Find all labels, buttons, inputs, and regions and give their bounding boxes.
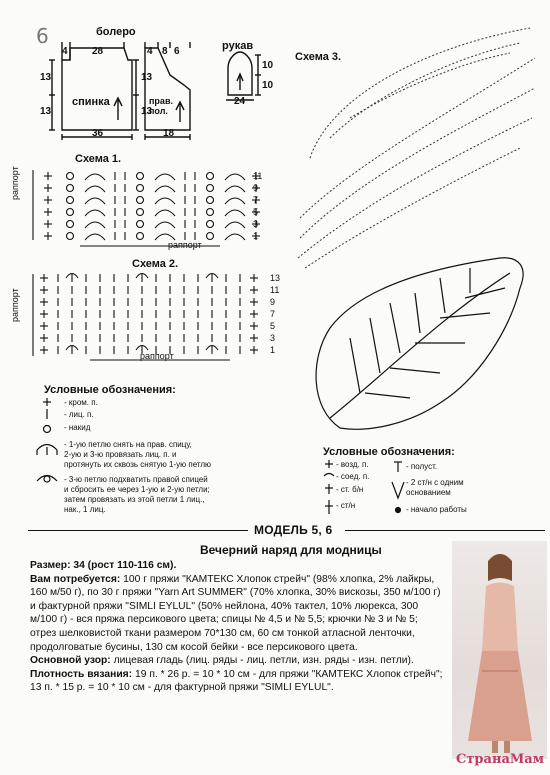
sleeve-dim-top: 10 [262,60,274,71]
sleeve-dim-bottom: 24 [234,96,246,107]
scheme1-row-9: 9 [253,183,259,193]
upper-leaf-spine [310,28,530,158]
front-piece-label: прав. пол. [149,96,173,116]
scheme1-row-11: 11 [253,171,263,181]
lower-leaf-spine [330,273,510,418]
density-paragraph [30,668,446,682]
yarn-over-symbol [44,426,51,433]
back-piece-outline [62,48,132,130]
materials-paragraph [30,573,446,655]
bolero-dim-back-lower-height: 13 [40,106,52,117]
sleeve-title: рукав [222,40,254,52]
bolero-dim-left-margin: 4 [62,46,68,57]
model-body [30,559,446,695]
legend-left-item-5: - 3-ю петлю подхватить правой спицей и сбросить ее через 1-ую и 2-ую петли; затем провязать из этой петли 1 лиц., нак., 1 лиц. [64,475,210,514]
bolero-dim-front-top-a: 4 [147,46,153,57]
legend-right-item-4: - ст/н [336,501,356,510]
materials-text: 100 г пряжи "КАМТЕКС Хлопок стрейч" (98% хлопка, 2% лайкры, 160 м/50 г), по 30 г пряжи "Yarn Art SUMMER" (70% хлопка, 30% вискозы, 350 м/100 г) и фактурной пряжи "SIMLI EYLUL" (50% нейлона, 40% тактел, 10% люрекса, 300 м/100 г) - вся пряжа персикового цвета; спицы № 4,5 и № 5,5; крючки № 3 и № 5; отрез шелковистой ткани размером 70*130 см, 60 см тонкой атласной ленточки, продолговатые бусины, 130 см косой бейки - все персикового цвета. [30,573,441,653]
legend-left-item-1: - кром. п. [64,398,98,407]
bolero-dim-back-left-height: 13 [40,72,52,83]
scheme1-row-5: 5 [253,207,259,217]
scheme2-row-9: 9 [270,297,276,307]
pattern-text: лицевая гладь (лиц. ряды - лиц. петли, изн. ряды - изн. петли). [113,655,414,667]
legend-right-item-5: - полуст. [406,462,438,471]
materials-label: Вам потребуется: [30,573,121,585]
bolero-dim-front-lower-height: 13 [141,106,153,117]
scheme2-row-11: 11 [270,285,280,295]
scheme2-title: Схема 2. [132,258,179,270]
two-dc-one-base-symbol [392,482,404,498]
size-line: Размер: 34 (рост 110-116 см). [30,560,177,571]
legend-right-item-7: - начало работы [406,505,467,514]
scheme3-diagram [270,18,550,448]
scheme2-side-repeat-label: раппорт [10,288,20,322]
bolero-title: болеро [96,26,136,38]
front-piece-outline [145,48,190,130]
legend-right-title: Условные обозначения: [323,446,455,458]
model-rule-right [345,530,545,531]
density-line-2: 13 п. * 15 р. = 10 * 10 см - для фактурной пряжи "SIMLI EYLUL". [30,682,334,694]
scheme2-row-13: 13 [270,273,281,283]
scheme1-row-7: 7 [253,195,259,205]
legend-left-item-4: - 1-ую петлю снять на прав. спицу, 2-ую и 3-ю провязать лиц. п. и протянуть их сквозь снятую 1-ую петлю [64,440,212,469]
scheme2-row-3: 3 [270,333,276,343]
scheme3-title: Схема 3. [295,51,342,63]
legend-right-item-2: - соед. п. [336,472,370,481]
scheme1-title: Схема 1. [75,153,122,165]
bolero-dim-back-top: 28 [92,46,104,57]
bolero-dim-back-bottom: 36 [92,128,104,139]
density-text-1: 19 п. * 26 р. = 10 * 10 см - для пряжи "КАМТЕКС Хлопок стрейч"; [135,668,443,680]
model-title: МОДЕЛЬ 5, 6 [254,523,333,537]
scheme2-repeat-label: раппорт [140,351,174,361]
site-watermark: СтранаМам [456,752,544,767]
legend-left-item-3: - накид [64,423,91,432]
pattern-label: Основной узор: [30,655,111,667]
legend-right-item-3: - ст. б/н [336,485,364,494]
scheme2-row-1: 1 [270,345,276,355]
scheme1-side-repeat-label: раппорт [10,166,20,200]
model-photo [452,541,547,759]
model-subtitle: Вечерний наряд для модницы [200,543,382,557]
scheme1-grid [30,166,275,252]
bolero-dim-front-left-height: 13 [141,72,153,83]
legend-left-item-2: - лиц. п. [64,410,94,419]
scheme2-row-5: 5 [270,321,276,331]
legend-right-item-1: - возд. п. [336,460,369,469]
page-number: 6 [36,24,49,48]
start-point-symbol [396,508,401,513]
density-label: Плотность вязания: [30,668,133,680]
legend-left-symbols [34,395,68,505]
scheme1-repeat-label: раппорт [168,240,202,250]
girl-figure-icon [452,541,547,759]
pattern-paragraph [30,654,446,668]
sleeve-dim-side: 10 [262,80,274,91]
bolero-dim-front-top-c: 6 [174,46,180,57]
scheme2-row-7: 7 [270,309,276,319]
model-rule-left [28,530,248,531]
slip-stitch-symbol [324,474,334,477]
bolero-dim-front-top-b: 8 [162,46,168,57]
legend-left-title: Условные обозначения: [44,384,176,396]
scheme1-row-1: 1 [253,231,259,241]
legend-right-item-6: - 2 ст/н с одним основанием [406,478,464,497]
back-piece-label: спинка [72,96,110,108]
bolero-dim-front-bottom: 18 [163,128,175,139]
scheme1-row-3: 3 [253,219,259,229]
